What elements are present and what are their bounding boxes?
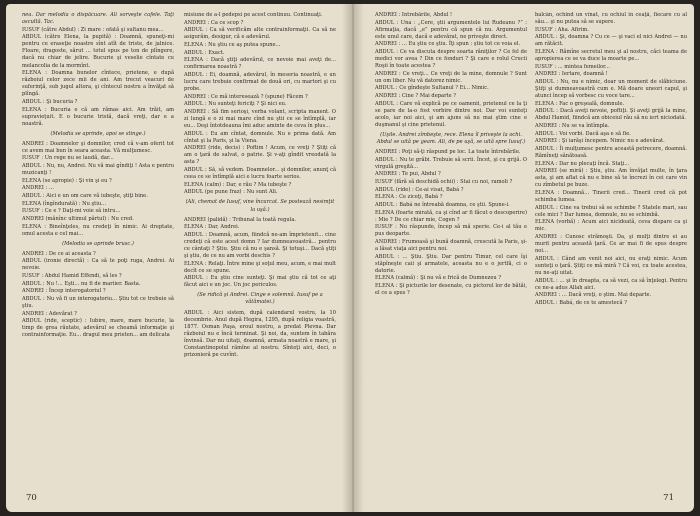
text-paragraph: ANDREI (mănînc ultimul pârtul) : Nu cred.	[22, 215, 134, 222]
text-paragraph: ELENA : Dar, Andrei.	[184, 224, 240, 231]
text-paragraph: ABDUL : ... şi în dreapta, ca să vezi, ca să înţelegi. Pentru ce ne-a adus Allah aici.	[535, 277, 687, 291]
text-paragraph: ABDUL : Eu ştiu cine sunteţi. Şi mai ştiu că tot ce aţi făcut aici e un joc. Un joc periculos.	[184, 275, 336, 289]
text-paragraph: ANDREI (se miră) : Ştiu, ştiu. Am învăţat multe, în ţara asta, şi am aflat că nu e bine să te încrezi în cei care vin cu zîmbetul pe buze.	[535, 168, 687, 189]
text-paragraph: ABDUL : Una : „Cere, ştii argumentele lui Rudeanu ?” : Afirmaţia, dacă „e” pentru că spun că nu. Argumentul este unul care, dacă e adevărat, ne priveşte direct.	[375, 19, 527, 40]
text-paragraph: ABDUL : Când am venit noi aici, nu eraţi nimic. Acum sunteţi o ţară. Ştiţi ce mă miră ? Că voi, cu toate acestea, nu ne-aţi uitat.	[535, 255, 687, 276]
text-paragraph: ABDUL : Nu !... Eşti... nu fi de mariier. Basta.	[22, 280, 141, 287]
text-paragraph: ABDUL (ride) : Ce-ai visat, Babá ?	[375, 186, 464, 193]
text-paragraph: ANDREI : Ce vreţi... Ce vreţi de la mine, domnule ? Sunt un om liber. Nu vă datorez nimic.	[375, 70, 527, 84]
text-paragraph: ELENA : Nu ştiu ce aş putea spune...	[184, 41, 281, 48]
text-paragraph: ABDUL : Aici e un om care vă iubeşte, ştiţi bine.	[22, 193, 148, 200]
text-paragraph: ANDREI : Şi iarăşi începem. Nimic nu e adevărat.	[535, 138, 665, 145]
text-paragraph: ELENA (vorbă) : Acum aici nicidoată, ceva dispare ca şi mic.	[535, 219, 687, 233]
text-paragraph: ANDREI (palidă) : Tribunal la toată regula.	[184, 216, 297, 223]
left-page-column-2	[184, 12, 336, 474]
text-paragraph: ANDREI : Frumoasă şi bună doamnă, crescută la Paris, şi-a lăsat viaţa aici pentru noi.	[375, 238, 527, 252]
text-paragraph: ANDREI : De ce ai aceasta ?	[22, 250, 96, 257]
text-paragraph: ABDUL : Exact.	[184, 49, 225, 56]
text-paragraph: IUSUF : Nu răspunde, încep să mă sperie. Ce-i al tău e pus deoparte.	[375, 224, 527, 238]
text-paragraph: ANDREI : ...	[22, 185, 54, 192]
right-page-column-1	[375, 12, 527, 474]
text-paragraph: ABDUL : Care vă explică pe ce oamenii, prietenul ce la ţi se pare de la-o fost vorbire dintre noi. Dar voi sunteţi acolo, iar noi aici, şi am ajuns să nu mai ştim cine e duşmanul şi cine prietenul.	[375, 100, 527, 128]
text-paragraph: ANDREI : Doamnelor şi domnilor, cred că v-am oferit tot ce avem mai bun în seara aceasta. Vă mulţumesc.	[22, 140, 174, 154]
text-paragraph: ABDUL (către Elena, la pupită) : Doamnă, spuneţi-mi pentru ce eraseţie noastre sînt atît de triste, de jalnice. Floare, dragoste, sărut ... totul spus pe ton de plîngere, dacă nu chiar de jelire. Bucurie şi veselie cîntate cu melancolia de la mormînt.	[22, 34, 174, 69]
text-paragraph: ELENA : Fac o greşeală, domnule.	[535, 100, 625, 107]
text-paragraph: (Ali, chemat de Iusuf, vine încurcat. Se postează nesimţit la uşă.)	[185, 199, 335, 213]
text-paragraph: ANDREI : ... Eu ştiu ce ştiu. Îţi spun : ştiu tot ce voia el.	[375, 41, 521, 48]
text-paragraph: ABDUL : Îi mulţumesc pentru această petrecere, doamnă. Rămîneţi sănătoasă.	[535, 145, 687, 160]
text-paragraph: ABDUL : Nu, nu e nimic, doar un moment de slăbiciune. Ştiţi şi dumneavoastră cum e. Mă doare uneori capul, şi atunci încep să vorbesc cu voce tare...	[535, 78, 687, 100]
text-paragraph: ABDUL : Să, să vedem. Doamnelor... şi domnilor, anunţ că ceea ce se întîmplă aici e lucru foarte serios.	[184, 167, 336, 181]
text-paragraph: ANDREI : Întrebările, Abdul !	[375, 12, 453, 18]
text-paragraph: ABDUL : Babá, de ce te amestecă ?	[535, 299, 627, 306]
text-paragraph: balcân, ochind un vînat, cu ochiul în ceaţă, fiecare cu al său... şi nu putea să se supere.	[535, 12, 687, 26]
text-paragraph: IUSUF : Ce e ? Daţi-mi voie să intru...	[22, 208, 121, 215]
text-paragraph: ANDREI : Adevărat ?	[22, 310, 77, 317]
text-paragraph: ABDUL : Aici sistem, după calendarul vostru, la 10 decembrie. Anul după Hegira, 1295, după religia voastră, 1877. Osman Paşa, eroul nostru, a predat Plevna. Dar războiul nu e încă terminat. Şi noi, da, suntem în tabăra învinsă. Dar nu uitaţi, doamnă, armata noastră e mare, şi Constantinopolul rămîne al nostru. Sînteţi aici, deci, o prizonieră pe cuvînt.	[184, 309, 336, 358]
text-paragraph: ELENA : Dar nu plecaţi încă. Staţi...	[535, 160, 630, 167]
text-paragraph: ANDREI : Nu se va întîmpla.	[535, 123, 610, 130]
text-paragraph: ABDUL : Cine va trebui să se schimbe ? Statele mari, sau cele mici ? Dar lumea, domnule, nu se schimbă.	[535, 204, 687, 218]
text-paragraph: ABDUL : Ca să verificăm alte contrainformaţii. Ca să ne asigurăm, desigur, că e adevărul.	[184, 27, 336, 41]
text-paragraph: ELENA : Relaţi. Între mine şi soţul meu, acum, e mai mult decît ce se spune.	[184, 260, 336, 274]
text-paragraph: ELENA : Doamnă... Tinerii cred... Tinerii cred că pot schimba lumea.	[535, 190, 687, 204]
text-paragraph: ABDUL : Nu te grăbi. Trebuie să scrii. Încet, şi cu grijă. O virgulă greşită...	[375, 156, 527, 170]
text-paragraph: ELENA (se apropie) : Şi vin şi eu ?	[22, 177, 112, 184]
text-paragraph: nea. Dar melodia o dispăcuare. Ali sorveşte cafele. Taţi ascultă. Tac.	[22, 12, 174, 26]
text-paragraph: ABDUL : ... Ştiu. Ştiu. Dar pentru Timur, cel care îşi stăpîneşte caii şi armatele, aceasta nu e o jertfă, ci o datorie.	[375, 253, 527, 274]
text-paragraph: ABDUL : Nu vă fi un interogatoriu... Ştiu tot ce trebuie să ştiu.	[22, 296, 174, 310]
text-paragraph: ANDREI : ... Dacă vreţi, o ştim. Mai departe.	[535, 292, 652, 299]
text-paragraph: ANDREI : Cine ? Mai departe ?	[375, 93, 457, 100]
text-paragraph: ELENA (îngîndurată) : Nu ştiu...	[22, 200, 107, 207]
left-page	[6, 4, 353, 512]
text-paragraph: (Uşile. Andrei zîmbeşte, rece. Elena îl priveşte la ochi. Abdul se uită pe geam. Ali, de pe uşă, se uită spre Iusuf.)	[376, 131, 526, 145]
text-paragraph: ABDUL : Nu, nu, Andrei. Nu vă mai gîndiţi ! Asta e pentru muzicanţi !	[22, 163, 174, 177]
text-paragraph: ELENA (calmă) : Şi nu vă e frică de Dumnezeu ?	[375, 275, 502, 282]
text-paragraph: ELENA : Doamna bunelor cîntece, prietene, e după războiul celor zece mii de ani. Am trecut veacuri de suferinţă, sub jugul altora, şi cîntecul nostru a învăţat să plîngă.	[22, 70, 174, 98]
text-paragraph: ELENA : Şi picturile lor desenate, cu pictorul lor de bătăi, el ce a spus ?	[375, 282, 527, 297]
book-spread	[6, 4, 694, 512]
text-paragraph: misiune de a-l pedepsi pe acest continuu. Continuaţi.	[184, 12, 323, 18]
text-paragraph: ABDUL : Dacă aveţi nevoie, poftiţi. Şi aveţi grijă la mine, Abdul Hamid, fiindcă am obiceiul rău să nu iert niciodată.	[535, 108, 687, 122]
text-paragraph: ABDUL (ironie directă) : Ca să te poţi ruga, Andrei. Ai nevoie.	[22, 258, 174, 272]
text-paragraph: ABDUL : Şi, doamna ? Cu ce — şi vaci el nici Andrei — nu am rătăcit.	[535, 34, 687, 48]
text-paragraph: IUSUF : Un rege nu se laudă, dar...	[22, 155, 114, 162]
text-paragraph: ABDUL (pe pune fraz) : Nu sunt Ali.	[184, 189, 278, 196]
text-paragraph: IUSUF : ... mintea femeilor...	[535, 63, 610, 70]
left-page-number: 70	[26, 493, 37, 503]
text-paragraph: ELENA : Rămîne secretul meu şi al nostru, căci teama de apropierea ce se va duce la moarte pe...	[535, 49, 687, 63]
text-paragraph: ELENA : Bucuria e că am rămas aici. Am trăit, am supravieţuit. E o bucurie tristă, dacă vreţi, dar e a noastră.	[22, 106, 174, 127]
text-paragraph: ELENA : Ce ziceţi, Babá ?	[375, 194, 443, 201]
text-paragraph: ABDUL : Doamnă, acum, fiindcă ne-am împrietenit... cine credeţi că este acest domn ? Iar dumneavoastră... pentru ce cântaţi ? Ştiu. Ştiu că nu e şansă. Şi totuşi... Dacă ştiţi şi ştiu, de ce nu am vorbi deschis ?	[184, 231, 336, 259]
text-paragraph: IUSUF (către Abdul) : Zi mare : ofată şi sultanu mea...	[22, 26, 164, 33]
text-paragraph: (Melodia se aprinde brusc.)	[62, 240, 134, 247]
text-paragraph: ANDREI : Încep interogatoriul ?	[22, 288, 106, 295]
text-paragraph: ELENA : Bineînţeles, nu credeţi în nimic. Ai dreptate, omul acesta e cel mai...	[22, 223, 174, 237]
text-paragraph: ANDREI : Cunosc strămoşii. Da, şi mulţi dintre ei au murit pentru această ţară. Ce ar mai fi de spus despre noi...	[535, 234, 687, 255]
text-paragraph: ANDREI : Iertare, doamnă !	[535, 71, 608, 78]
text-paragraph: (Melodia se aprinde, apoi se stinge.)	[50, 130, 146, 137]
text-paragraph: ANDREI : Ce mă interesează ? (spune) Făcem ?	[184, 93, 308, 100]
text-paragraph: ELENA (calm) : Dar, e rău ? Ma iubeşte ?	[184, 181, 292, 188]
text-paragraph: ABDUL : Ce gîndeşte Sultanul ? Ei... Nimic.	[375, 85, 489, 92]
text-paragraph: ABDUL : Nu sunteţi fericiţi ? Şi nici eu.	[184, 101, 287, 108]
text-paragraph: ABDUL : Babá ne întreabă doamna, ce ştii. Spune-i.	[375, 201, 510, 208]
text-paragraph: ABDUL : Eu am cîntat, domnule. Nu e prima dată. Am cîntat şi la Paris, şi la Viena.	[184, 130, 336, 144]
text-paragraph: (Se ridică şi Andrei. Cinge e solemnă. Iusuf pe a vătămatei.)	[197, 292, 323, 306]
text-paragraph: IUSUF : Aha. Afirim.	[535, 26, 589, 33]
text-paragraph: IUSUF (fără să deschidă ochii) : Stai cu noi, ramoli ?	[375, 178, 513, 185]
text-paragraph: ANDREI : Ca ce scop ?	[184, 19, 244, 26]
right-page-number: 71	[663, 493, 674, 503]
text-paragraph: ANDREI (ride, decis) : Poftim ! Acum, ce vreţi ? Ştiţi că am o ţară de salvat, o patrie. Şi v-aţi gîndit vreodată la asta ?	[184, 145, 336, 166]
text-paragraph: IUSUF : Abdul Hamid Effendi, să les ?	[22, 273, 122, 280]
text-paragraph: ELENA : Dacă ştiţi adevărul, ce nevoie mai aveţi de... confirmarea noastră ?	[184, 57, 336, 71]
text-paragraph: ELENA (foarte mirată, ca şi cînd ar fi făcut o descoperire) : Mie ? De ce chiar mie, Cogen ?	[375, 209, 527, 223]
text-paragraph: ABDUL (ride, sceptic) : Iubire, mare, mare bucurie, la timp de grea răutate, adevărul se cheamă informaţie şi contrainformaţie. Eu... dragul meu prieten... am delicata	[22, 318, 174, 339]
left-page-column-1	[22, 12, 174, 474]
text-paragraph: ABDUL : Şi bucuria ?	[22, 98, 78, 105]
right-page	[353, 4, 694, 512]
text-paragraph: ABDUL : Ei, doamnă, adevărul, în meseria noastră, e un lucru care trebuie confirmat de două ori, cu martori şi cu probe.	[184, 71, 336, 93]
text-paragraph: ABDUL : Voi vorbi. Dacă aşa e să fie.	[535, 130, 631, 137]
right-page-column-2	[535, 12, 687, 474]
text-paragraph: ANDREI : Să fim serioşi, verba volant, scripta manent. O zi lungă e o zi mai mare cînd nu ştii ce se întîmplă, iar eu... Deşi întotdeauna îmi aduc aminte de ceva în plus...	[184, 108, 336, 130]
text-paragraph: ANDREI : Poţi să-ţi răspund pe loc. La toate întrebările.	[375, 149, 521, 155]
text-paragraph: ANDREI : Te pui, Abdul ?	[375, 171, 441, 178]
text-paragraph: ABDUL : Ce va discuta despre soarta răniţilor ? Ce fel de medici vor avea ? Din ce fonduri ? Şi care e rolul Crucii Roşii în toate acestea ?	[375, 49, 527, 70]
